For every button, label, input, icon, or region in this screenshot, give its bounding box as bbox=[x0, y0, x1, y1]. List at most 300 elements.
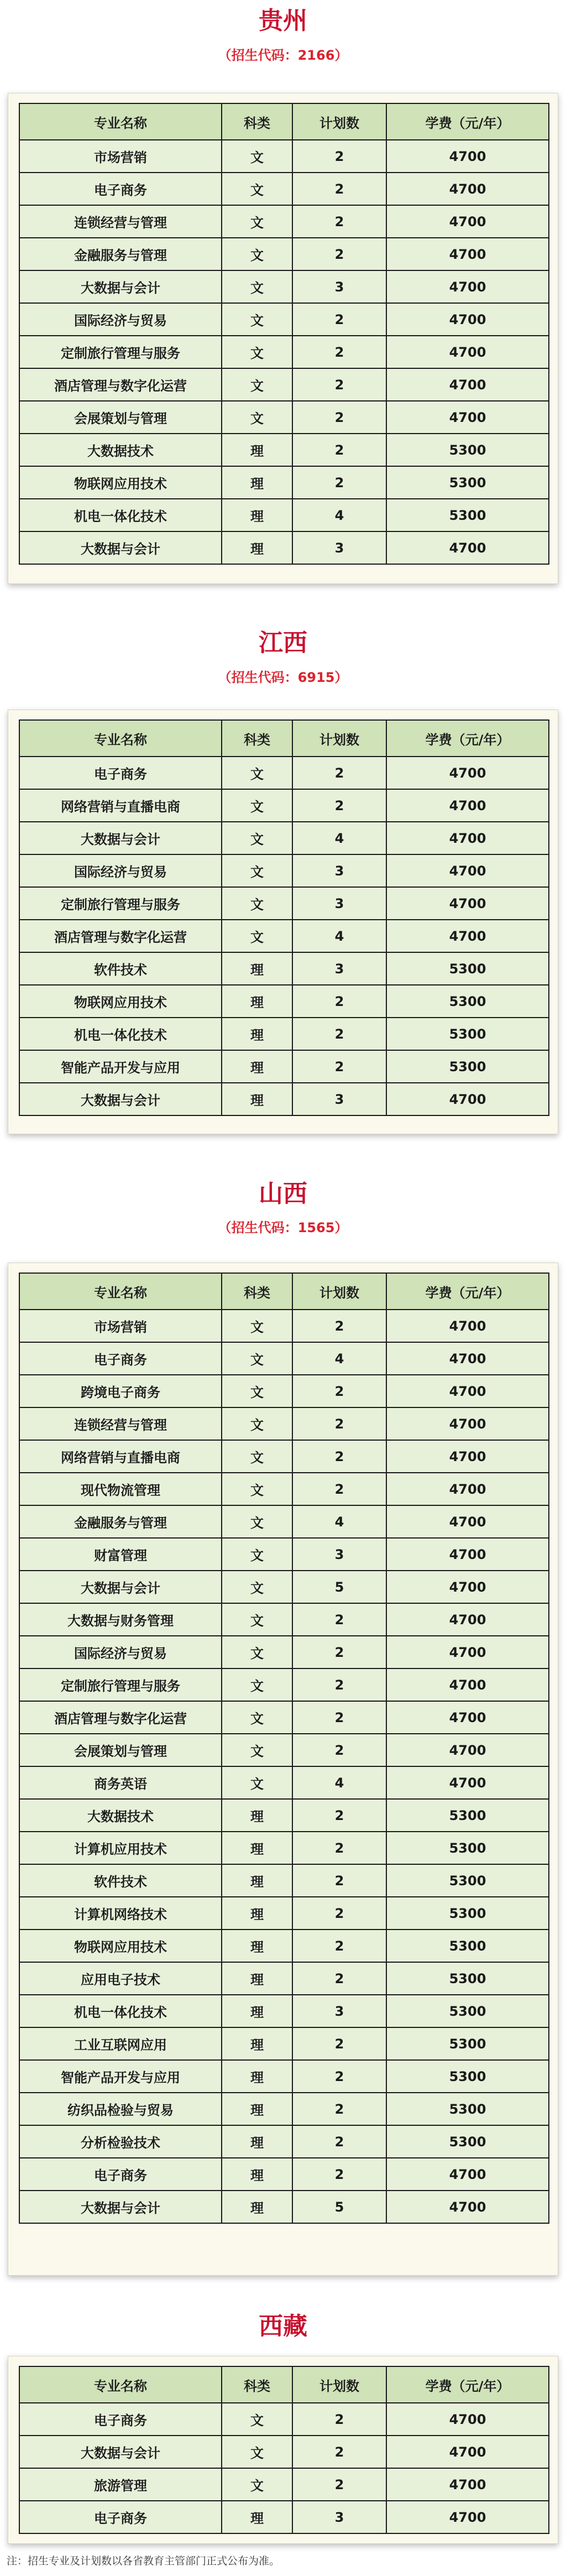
cell-major: 大数据与会计 bbox=[19, 1083, 222, 1115]
cell-category: 理 bbox=[222, 466, 292, 499]
cell-tuition: 4700 bbox=[386, 1375, 549, 1407]
cell-category: 文 bbox=[222, 854, 292, 887]
cell-category: 文 bbox=[222, 822, 292, 854]
cell-plan-count: 2 bbox=[292, 1310, 386, 1342]
cell-major: 跨境电子商务 bbox=[19, 1375, 222, 1407]
cell-tuition: 4700 bbox=[386, 1636, 549, 1668]
cell-plan-count: 3 bbox=[292, 2501, 386, 2533]
cell-plan-count: 2 bbox=[292, 238, 386, 270]
cell-plan-count: 3 bbox=[292, 952, 386, 985]
cell-category: 文 bbox=[222, 1440, 292, 1473]
cell-plan-count: 2 bbox=[292, 2093, 386, 2125]
cell-tuition: 4700 bbox=[386, 822, 549, 854]
header-tuition: 学费（元/年） bbox=[386, 1273, 549, 1310]
cell-plan-count: 4 bbox=[292, 920, 386, 952]
table-row bbox=[19, 1701, 549, 1734]
cell-major: 大数据与会计 bbox=[19, 531, 222, 564]
cell-category: 理 bbox=[222, 2060, 292, 2093]
cell-major: 财富管理 bbox=[19, 1538, 222, 1571]
cell-tuition: 4700 bbox=[386, 757, 549, 789]
cell-plan-count: 3 bbox=[292, 531, 386, 564]
cell-plan-count: 2 bbox=[292, 1668, 386, 1701]
province-title: 山西 bbox=[259, 1180, 307, 1208]
table-row bbox=[19, 2191, 549, 2223]
cell-major: 机电一体化技术 bbox=[19, 1995, 222, 2027]
cell-major: 国际经济与贸易 bbox=[19, 303, 222, 336]
cell-plan-count: 2 bbox=[292, 434, 386, 466]
table-row bbox=[19, 985, 549, 1018]
cell-major: 应用电子技术 bbox=[19, 1962, 222, 1995]
cell-tuition: 4700 bbox=[386, 2501, 549, 2533]
cell-category: 理 bbox=[222, 2158, 292, 2191]
table-row bbox=[19, 2468, 549, 2501]
table-row bbox=[19, 1603, 549, 1636]
cell-plan-count: 2 bbox=[292, 1897, 386, 1930]
province-title: 西藏 bbox=[259, 2312, 307, 2340]
cell-category: 理 bbox=[222, 499, 292, 531]
table-row bbox=[19, 2403, 549, 2436]
cell-plan-count: 3 bbox=[292, 1995, 386, 2027]
table-row bbox=[19, 1734, 549, 1766]
table-row bbox=[19, 1995, 549, 2027]
cell-category: 文 bbox=[222, 1701, 292, 1734]
table-row bbox=[19, 2158, 549, 2191]
cell-major: 电子商务 bbox=[19, 2158, 222, 2191]
cell-major: 酒店管理与数字化运营 bbox=[19, 368, 222, 401]
cell-category: 文 bbox=[222, 1766, 292, 1799]
cell-tuition: 4700 bbox=[386, 1668, 549, 1701]
cell-major: 电子商务 bbox=[19, 2501, 222, 2533]
cell-major: 工业互联网应用 bbox=[19, 2027, 222, 2060]
cell-major: 会展策划与管理 bbox=[19, 401, 222, 434]
cell-tuition: 5300 bbox=[386, 434, 549, 466]
plan-card bbox=[8, 1263, 558, 2276]
header-category: 科类 bbox=[222, 2366, 292, 2403]
cell-tuition: 5300 bbox=[386, 2125, 549, 2158]
table-row bbox=[19, 1538, 549, 1571]
cell-tuition: 4700 bbox=[386, 1701, 549, 1734]
table-row bbox=[19, 1636, 549, 1668]
cell-category: 文 bbox=[222, 1734, 292, 1766]
cell-plan-count: 2 bbox=[292, 2060, 386, 2093]
header-plan-count: 计划数 bbox=[292, 720, 386, 757]
cell-major: 大数据与会计 bbox=[19, 822, 222, 854]
cell-plan-count: 2 bbox=[292, 2403, 386, 2436]
table-row bbox=[19, 1050, 549, 1083]
cell-category: 文 bbox=[222, 789, 292, 822]
cell-major: 软件技术 bbox=[19, 952, 222, 985]
header-major: 专业名称 bbox=[19, 1273, 222, 1310]
cell-plan-count: 2 bbox=[292, 303, 386, 336]
cell-plan-count: 4 bbox=[292, 1505, 386, 1538]
footnote: 注：招生专业及计划数以各省教育主管部门正式公布为准。 bbox=[7, 2555, 280, 2567]
cell-major: 市场营销 bbox=[19, 1310, 222, 1342]
province-title: 江西 bbox=[259, 629, 307, 657]
cell-tuition: 5300 bbox=[386, 2093, 549, 2125]
cell-tuition: 4700 bbox=[386, 1342, 549, 1375]
table-row bbox=[19, 368, 549, 401]
table-row bbox=[19, 336, 549, 368]
cell-plan-count: 2 bbox=[292, 2436, 386, 2468]
header-major: 专业名称 bbox=[19, 2366, 222, 2403]
cell-category: 文 bbox=[222, 401, 292, 434]
cell-major: 计算机网络技术 bbox=[19, 1897, 222, 1930]
cell-major: 大数据技术 bbox=[19, 1799, 222, 1832]
header-category: 科类 bbox=[222, 1273, 292, 1310]
cell-tuition: 4700 bbox=[386, 2191, 549, 2223]
cell-major: 大数据与会计 bbox=[19, 270, 222, 303]
cell-plan-count: 2 bbox=[292, 1018, 386, 1050]
table-row bbox=[19, 1342, 549, 1375]
cell-major: 电子商务 bbox=[19, 173, 222, 205]
cell-tuition: 4700 bbox=[386, 2403, 549, 2436]
cell-category: 文 bbox=[222, 238, 292, 270]
cell-category: 理 bbox=[222, 2093, 292, 2125]
cell-plan-count: 2 bbox=[292, 466, 386, 499]
cell-tuition: 4700 bbox=[386, 401, 549, 434]
cell-major: 电子商务 bbox=[19, 1342, 222, 1375]
cell-tuition: 4700 bbox=[386, 1571, 549, 1603]
table-row bbox=[19, 757, 549, 789]
cell-category: 文 bbox=[222, 205, 292, 238]
cell-plan-count: 4 bbox=[292, 1342, 386, 1375]
cell-tuition: 5300 bbox=[386, 952, 549, 985]
table-header-row bbox=[19, 2366, 549, 2403]
cell-major: 网络营销与直播电商 bbox=[19, 789, 222, 822]
table-row bbox=[19, 303, 549, 336]
cell-plan-count: 2 bbox=[292, 2125, 386, 2158]
table-row bbox=[19, 1407, 549, 1440]
cell-category: 文 bbox=[222, 1342, 292, 1375]
cell-major: 网络营销与直播电商 bbox=[19, 1440, 222, 1473]
cell-major: 智能产品开发与应用 bbox=[19, 1050, 222, 1083]
cell-category: 文 bbox=[222, 920, 292, 952]
table-row bbox=[19, 1571, 549, 1603]
cell-tuition: 4700 bbox=[386, 140, 549, 173]
enrollment-code: （招生代码：1565） bbox=[218, 1220, 348, 1235]
cell-tuition: 5300 bbox=[386, 2027, 549, 2060]
cell-category: 理 bbox=[222, 952, 292, 985]
table-row bbox=[19, 920, 549, 952]
cell-tuition: 5300 bbox=[386, 2060, 549, 2093]
cell-tuition: 4700 bbox=[386, 1766, 549, 1799]
cell-major: 物联网应用技术 bbox=[19, 466, 222, 499]
cell-category: 文 bbox=[222, 173, 292, 205]
cell-category: 文 bbox=[222, 757, 292, 789]
cell-plan-count: 5 bbox=[292, 2191, 386, 2223]
cell-plan-count: 2 bbox=[292, 1864, 386, 1897]
cell-tuition: 4700 bbox=[386, 789, 549, 822]
cell-plan-count: 3 bbox=[292, 270, 386, 303]
cell-plan-count: 2 bbox=[292, 985, 386, 1018]
cell-plan-count: 4 bbox=[292, 822, 386, 854]
header-tuition: 学费（元/年） bbox=[386, 103, 549, 140]
table-row bbox=[19, 1668, 549, 1701]
table-row bbox=[19, 2060, 549, 2093]
table-row bbox=[19, 1440, 549, 1473]
cell-plan-count: 2 bbox=[292, 1407, 386, 1440]
table-row bbox=[19, 238, 549, 270]
table-row bbox=[19, 205, 549, 238]
table-row bbox=[19, 1897, 549, 1930]
header-category: 科类 bbox=[222, 103, 292, 140]
cell-category: 文 bbox=[222, 1407, 292, 1440]
cell-category: 文 bbox=[222, 1538, 292, 1571]
table-row bbox=[19, 789, 549, 822]
plan-card bbox=[8, 93, 558, 584]
enrollment-code: （招生代码：6915） bbox=[218, 670, 348, 685]
cell-tuition: 5300 bbox=[386, 466, 549, 499]
header-plan-count: 计划数 bbox=[292, 1273, 386, 1310]
cell-major: 金融服务与管理 bbox=[19, 1505, 222, 1538]
table-row bbox=[19, 2125, 549, 2158]
cell-major: 纺织品检验与贸易 bbox=[19, 2093, 222, 2125]
table-row bbox=[19, 1766, 549, 1799]
cell-major: 会展策划与管理 bbox=[19, 1734, 222, 1766]
cell-major: 大数据与会计 bbox=[19, 2436, 222, 2468]
cell-plan-count: 2 bbox=[292, 1050, 386, 1083]
cell-plan-count: 2 bbox=[292, 1832, 386, 1864]
cell-plan-count: 4 bbox=[292, 499, 386, 531]
cell-plan-count: 2 bbox=[292, 757, 386, 789]
cell-plan-count: 2 bbox=[292, 1701, 386, 1734]
cell-category: 理 bbox=[222, 1930, 292, 1962]
table-row bbox=[19, 2436, 549, 2468]
cell-tuition: 4700 bbox=[386, 887, 549, 920]
table-row bbox=[19, 1018, 549, 1050]
cell-category: 文 bbox=[222, 1310, 292, 1342]
header-category: 科类 bbox=[222, 720, 292, 757]
cell-major: 电子商务 bbox=[19, 757, 222, 789]
cell-tuition: 5300 bbox=[386, 1864, 549, 1897]
enrollment-code: （招生代码：2166） bbox=[218, 48, 348, 63]
cell-plan-count: 2 bbox=[292, 401, 386, 434]
cell-tuition: 5300 bbox=[386, 1897, 549, 1930]
cell-major: 商务英语 bbox=[19, 1766, 222, 1799]
cell-category: 理 bbox=[222, 2501, 292, 2533]
table-row bbox=[19, 2501, 549, 2533]
cell-category: 理 bbox=[222, 2191, 292, 2223]
cell-tuition: 4700 bbox=[386, 1440, 549, 1473]
plan-card bbox=[8, 710, 558, 1134]
cell-tuition: 4700 bbox=[386, 531, 549, 564]
cell-category: 文 bbox=[222, 2403, 292, 2436]
table-header-row bbox=[19, 1273, 549, 1310]
cell-category: 理 bbox=[222, 434, 292, 466]
cell-tuition: 4700 bbox=[386, 1310, 549, 1342]
table-row bbox=[19, 1505, 549, 1538]
cell-major: 连锁经营与管理 bbox=[19, 1407, 222, 1440]
table-row bbox=[19, 1310, 549, 1342]
cell-category: 理 bbox=[222, 1897, 292, 1930]
cell-plan-count: 5 bbox=[292, 1571, 386, 1603]
cell-tuition: 4700 bbox=[386, 920, 549, 952]
cell-major: 酒店管理与数字化运营 bbox=[19, 920, 222, 952]
cell-major: 大数据与会计 bbox=[19, 2191, 222, 2223]
table-row bbox=[19, 1473, 549, 1505]
table-row bbox=[19, 173, 549, 205]
cell-plan-count: 2 bbox=[292, 2468, 386, 2501]
cell-major: 金融服务与管理 bbox=[19, 238, 222, 270]
cell-plan-count: 2 bbox=[292, 205, 386, 238]
header-plan-count: 计划数 bbox=[292, 103, 386, 140]
cell-major: 定制旅行管理与服务 bbox=[19, 887, 222, 920]
table-row bbox=[19, 466, 549, 499]
table-row bbox=[19, 401, 549, 434]
cell-plan-count: 4 bbox=[292, 1766, 386, 1799]
cell-plan-count: 2 bbox=[292, 1473, 386, 1505]
table-row bbox=[19, 434, 549, 466]
table-row bbox=[19, 1962, 549, 1995]
cell-category: 文 bbox=[222, 1473, 292, 1505]
cell-tuition: 4700 bbox=[386, 1734, 549, 1766]
cell-plan-count: 2 bbox=[292, 1636, 386, 1668]
cell-tuition: 5300 bbox=[386, 1050, 549, 1083]
province-title: 贵州 bbox=[259, 7, 307, 35]
cell-major: 大数据与财务管理 bbox=[19, 1603, 222, 1636]
header-major: 专业名称 bbox=[19, 720, 222, 757]
cell-category: 文 bbox=[222, 1603, 292, 1636]
cell-tuition: 4700 bbox=[386, 1538, 549, 1571]
cell-tuition: 4700 bbox=[386, 1473, 549, 1505]
cell-category: 文 bbox=[222, 2468, 292, 2501]
table-header-row bbox=[19, 720, 549, 757]
cell-category: 理 bbox=[222, 2125, 292, 2158]
cell-tuition: 4700 bbox=[386, 205, 549, 238]
cell-category: 理 bbox=[222, 1995, 292, 2027]
cell-category: 理 bbox=[222, 2027, 292, 2060]
cell-tuition: 4700 bbox=[386, 1407, 549, 1440]
cell-category: 文 bbox=[222, 1668, 292, 1701]
cell-plan-count: 2 bbox=[292, 140, 386, 173]
cell-tuition: 5300 bbox=[386, 499, 549, 531]
cell-tuition: 4700 bbox=[386, 1505, 549, 1538]
cell-major: 大数据与会计 bbox=[19, 1571, 222, 1603]
cell-major: 物联网应用技术 bbox=[19, 1930, 222, 1962]
table-row bbox=[19, 2093, 549, 2125]
cell-tuition: 4700 bbox=[386, 238, 549, 270]
cell-plan-count: 2 bbox=[292, 1962, 386, 1995]
cell-plan-count: 2 bbox=[292, 1799, 386, 1832]
cell-plan-count: 3 bbox=[292, 887, 386, 920]
cell-plan-count: 3 bbox=[292, 1083, 386, 1115]
header-tuition: 学费（元/年） bbox=[386, 720, 549, 757]
cell-tuition: 4700 bbox=[386, 2468, 549, 2501]
cell-plan-count: 3 bbox=[292, 1538, 386, 1571]
cell-tuition: 4700 bbox=[386, 854, 549, 887]
table-row bbox=[19, 952, 549, 985]
cell-tuition: 4700 bbox=[386, 368, 549, 401]
cell-tuition: 4700 bbox=[386, 303, 549, 336]
table-row bbox=[19, 140, 549, 173]
cell-category: 文 bbox=[222, 368, 292, 401]
cell-tuition: 4700 bbox=[386, 173, 549, 205]
cell-tuition: 5300 bbox=[386, 1018, 549, 1050]
cell-category: 理 bbox=[222, 1050, 292, 1083]
cell-category: 文 bbox=[222, 2436, 292, 2468]
cell-plan-count: 2 bbox=[292, 1734, 386, 1766]
cell-tuition: 5300 bbox=[386, 985, 549, 1018]
table-row bbox=[19, 822, 549, 854]
cell-category: 理 bbox=[222, 1864, 292, 1897]
cell-major: 国际经济与贸易 bbox=[19, 1636, 222, 1668]
plan-table bbox=[19, 103, 549, 565]
cell-category: 理 bbox=[222, 1018, 292, 1050]
table-row bbox=[19, 887, 549, 920]
header-major: 专业名称 bbox=[19, 103, 222, 140]
table-header-row bbox=[19, 103, 549, 140]
cell-tuition: 5300 bbox=[386, 1962, 549, 1995]
cell-major: 机电一体化技术 bbox=[19, 499, 222, 531]
cell-major: 国际经济与贸易 bbox=[19, 854, 222, 887]
cell-major: 机电一体化技术 bbox=[19, 1018, 222, 1050]
cell-plan-count: 2 bbox=[292, 789, 386, 822]
cell-major: 酒店管理与数字化运营 bbox=[19, 1701, 222, 1734]
cell-category: 文 bbox=[222, 1571, 292, 1603]
cell-plan-count: 3 bbox=[292, 854, 386, 887]
cell-plan-count: 2 bbox=[292, 1603, 386, 1636]
table-row bbox=[19, 1083, 549, 1115]
table-row bbox=[19, 1799, 549, 1832]
cell-category: 文 bbox=[222, 1505, 292, 1538]
cell-tuition: 4700 bbox=[386, 1603, 549, 1636]
cell-category: 文 bbox=[222, 303, 292, 336]
cell-category: 理 bbox=[222, 985, 292, 1018]
cell-major: 分析检验技术 bbox=[19, 2125, 222, 2158]
cell-category: 理 bbox=[222, 531, 292, 564]
table-row bbox=[19, 1375, 549, 1407]
cell-category: 文 bbox=[222, 336, 292, 368]
table-row bbox=[19, 2027, 549, 2060]
header-tuition: 学费（元/年） bbox=[386, 2366, 549, 2403]
plan-table bbox=[19, 2366, 549, 2534]
plan-table bbox=[19, 1273, 549, 2224]
cell-major: 定制旅行管理与服务 bbox=[19, 336, 222, 368]
cell-plan-count: 2 bbox=[292, 173, 386, 205]
cell-category: 理 bbox=[222, 1083, 292, 1115]
cell-major: 现代物流管理 bbox=[19, 1473, 222, 1505]
cell-tuition: 5300 bbox=[386, 1799, 549, 1832]
cell-category: 理 bbox=[222, 1832, 292, 1864]
table-row bbox=[19, 499, 549, 531]
cell-plan-count: 2 bbox=[292, 1440, 386, 1473]
cell-tuition: 4700 bbox=[386, 2436, 549, 2468]
cell-category: 文 bbox=[222, 140, 292, 173]
cell-major: 电子商务 bbox=[19, 2403, 222, 2436]
table-row bbox=[19, 531, 549, 564]
cell-plan-count: 2 bbox=[292, 2027, 386, 2060]
cell-tuition: 4700 bbox=[386, 336, 549, 368]
cell-tuition: 5300 bbox=[386, 1832, 549, 1864]
cell-major: 大数据技术 bbox=[19, 434, 222, 466]
cell-major: 连锁经营与管理 bbox=[19, 205, 222, 238]
cell-category: 文 bbox=[222, 1636, 292, 1668]
cell-major: 物联网应用技术 bbox=[19, 985, 222, 1018]
cell-major: 软件技术 bbox=[19, 1864, 222, 1897]
table-row bbox=[19, 1930, 549, 1962]
cell-plan-count: 2 bbox=[292, 336, 386, 368]
cell-plan-count: 2 bbox=[292, 368, 386, 401]
cell-plan-count: 2 bbox=[292, 2158, 386, 2191]
cell-tuition: 4700 bbox=[386, 2158, 549, 2191]
cell-category: 理 bbox=[222, 1962, 292, 1995]
plan-card bbox=[8, 2356, 558, 2544]
cell-plan-count: 2 bbox=[292, 1930, 386, 1962]
cell-category: 理 bbox=[222, 1799, 292, 1832]
table-row bbox=[19, 270, 549, 303]
cell-plan-count: 2 bbox=[292, 1375, 386, 1407]
cell-tuition: 5300 bbox=[386, 1995, 549, 2027]
